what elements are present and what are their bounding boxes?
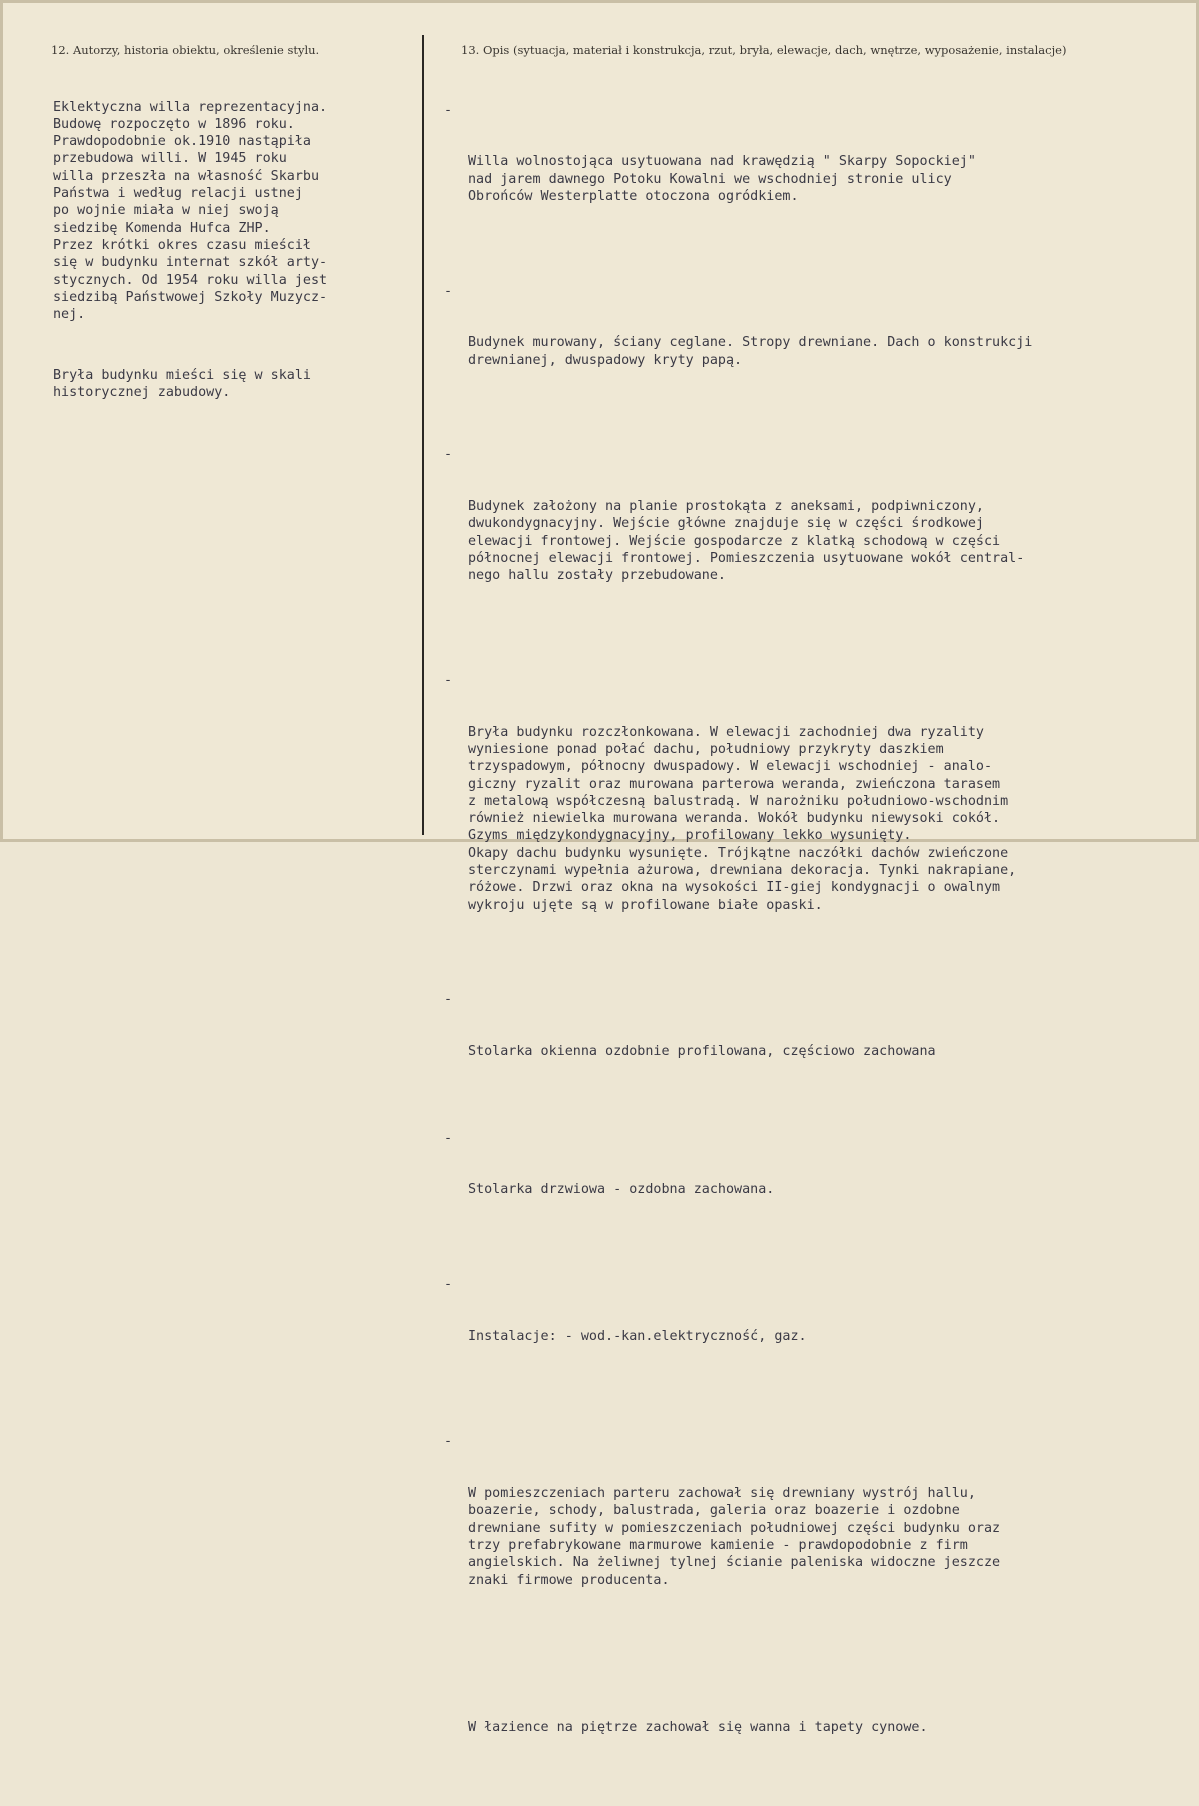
item-dash: - [444,992,453,1008]
scale-paragraph: Bryła budynku mieści się w skali historycznej zabudowy. [53,368,311,401]
item-text: W łazience na piętrze zachował się wanna i tapety cynowe. [468,1720,928,1736]
item-text: Stolarka okienna ozdobnie profilowana, częściowo zachowana [468,1044,936,1060]
item-dash: - [444,1434,453,1450]
description-item-installations [444,1276,1032,1380]
description-item-interior [444,1433,1032,1623]
item-dash: - [444,672,453,688]
section-12-header: 12. Autorzy, historia obiektu, określenie stylu. [51,43,320,57]
item-dash: - [444,1130,453,1146]
description-item-facades [444,672,1032,949]
item-text: W pomieszczeniach parteru zachował się drewniany wystrój hallu, boazerie, schody, balustrada, galeria oraz boazerie i ozdobne drewniane sufity w pomieszczeniach południowej części budynku oraz trzy prefabrykowane marmurowe kamienie - prawdopodobnie z firm angielskich. Na żeliwnej tylnej ścianie paleniska widoczne jeszcze znaki firmowe producenta. [468,1486,1001,1588]
description-item-bathroom [444,1667,1032,1771]
history-paragraph: Eklektyczna willa reprezentacyjna. Budowę rozpoczęto w 1896 roku. Prawdopodobnie ok.1910 nastąpiła przebudowa willi. W 1945 roku willa przeszła na własność Skarbu Państwa i według relacji ustnej po wojnie miała w niej swoją siedzibę Komenda Hufca ZHP. Przez krótki okres czasu mieścił się w budynku internat szkół arty- stycznych. Od 1954 roku willa jest siedzibą Państwowej Szkoły Muzycz- nej. [53,99,328,323]
section-13-header: 13. Opis (sytuacja, materiał i konstrukcja, rzut, bryła, elewacje, dach, wnętrze, wyposażenie, instalacje) [461,43,1067,57]
description-item-location [444,102,1032,240]
item-text: Willa wolnostojąca usytuowana nad krawędzią " Skarpy Sopockiej" nad jarem dawnego Potoku Kowalni we wschodniej stronie ulicy Obrońców Westerplatte otoczona ogródkiem. [468,154,976,205]
description-item-plan [444,446,1032,619]
column-divider [422,35,424,835]
description-item-construction [444,283,1032,404]
item-text: Stolarka drzwiowa - ozdobna zachowana. [468,1182,775,1198]
item-dash: - [444,283,453,299]
item-text: Instalacje: - wod.-kan.elektryczność, gaz. [468,1328,807,1344]
item-text: Budynek założony na planie prostokąta z aneksami, podpiwniczony, dwukondygnacyjny. Wejście główne znajduje się w części środkowej elewacji frontowej. Wejście gospodarcze z klatką schodową w części północnej elewacji frontowej. Pomieszczenia usytuowane wokół central- nego hallu zostały przebudowane. [468,499,1025,584]
item-dash: - [444,1276,453,1292]
description-item-door-joinery [444,1130,1032,1234]
description-column [444,67,1032,1806]
item-dash: - [444,447,453,463]
item-text: Bryła budynku rozczłonkowana. W elewacji zachodniej dwa ryzality wyniesione ponad połać dachu, południowy przykryty daszkiem trzyspadowym, północny dwuspadowy. W elewacji wschodniej - analo- giczny ryzalit oraz murowana parterowa weranda, zwieńczona tarasem z metalową współczesną balustradą. W narożniku południowo-wschodnim również niewielka murowana weranda. Wokół budynku niewysoki cokół. Gzyms międzykondygnacyjny, profilowany lekko wysunięty. Okapy dachu budynku wysunięte. Trójkątne naczółki dachów zwieńczone sterczynami wypełnia ażurowa, drewniana dekoracja. Tynki nakrapiane, różowe. Drzwi oraz okna na wysokości II-giej kondygnacji o owalnym wykroju ujęte są w profilowane białe opaski. [468,724,1017,913]
item-dash: - [444,102,453,118]
history-column [53,64,327,436]
description-item-window-joinery [444,991,1032,1095]
item-text: Budynek murowany, ściany ceglane. Stropy drewniane. Dach o konstrukcji drewnianej, dwuspadowy kryty papą. [468,335,1033,368]
